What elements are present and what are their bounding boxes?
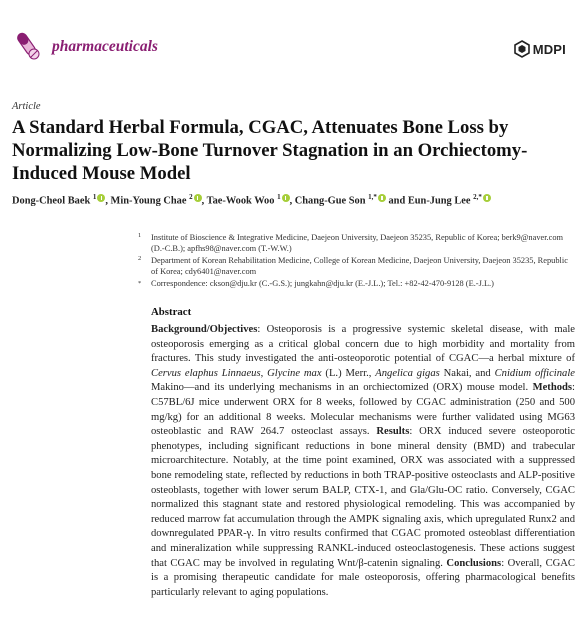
- author-affiliation-mark: 2: [189, 193, 193, 201]
- author-affiliation-mark: 1: [92, 193, 97, 201]
- author-name[interactable]: Tae-Wook Woo: [206, 195, 275, 207]
- orcid-icon[interactable]: [194, 194, 202, 202]
- author-list: [12, 193, 582, 206]
- results-text: : ORX induced severe osteoporotic phenotypes, including significant reductions in bone mineral density (BMD) and trabecular microarchitecture. Notably, at the time point examined, ORX was associated with a suppressed bone remodeling state, reflected by reductions in both TRAP-positive osteoclasts and ALP-positive osteoblasts, together with lower serum BALP, CTX-1, and Gla/Glu-OC ratio. Conversely, CGAC normalized this stagnant state and restored physiological remodeling. This was accompanied by reduced marrow fat accumulation through the AMPK signaling axis, which upregulated Runx2 and downregulated PPAR-γ. In vitro results confirmed that CGAC promoted osteoblast differentiation and mineralization while suppressing RANKL-induced osteoclastogenesis. These actions suggest that CGAC may be involved in regulating Wnt/β-catenin signaling.: [151, 426, 575, 569]
- author-name[interactable]: Eun-Jung Lee: [407, 195, 471, 207]
- author-affiliation-mark: 1,*: [368, 193, 377, 201]
- author-affiliation-mark: 2,*: [473, 193, 482, 201]
- correspondence-text: Correspondence: ckson@dju.kr (C.-G.S.); jungkahn@dju.kr (E.-J.L.); Tel.: +82-42-470-9128 (E.-J.L.): [151, 279, 494, 288]
- author-affiliation-mark: 1: [277, 193, 281, 201]
- mdpi-logo-icon: [514, 40, 530, 58]
- author-name[interactable]: Min-Young Chae: [110, 195, 187, 207]
- publisher-name: MDPI: [532, 41, 566, 57]
- affiliation-text: Department of Korean Rehabilitation Medicine, College of Korean Medicine, Daejeon University, Daejeon 35235, Republic of Korea; cdy6401@naver.com: [151, 256, 568, 277]
- author-separator: ,: [201, 195, 207, 207]
- text-fragment: Nakai, and: [439, 367, 495, 379]
- author-name[interactable]: Chang-Gue Son: [294, 195, 366, 207]
- background-text: Makino—and its underlying mechanisms in an orchiectomized (ORX) mouse model.: [151, 382, 533, 394]
- species-name: Angelica gigas: [375, 367, 440, 379]
- orcid-icon[interactable]: [378, 194, 386, 202]
- species-name: Cervus elaphus Linnaeus: [151, 367, 261, 379]
- affiliation-text: Institute of Bioscience & Integrative Medicine, Daejeon University, Daejeon 35235, Republic of Korea; berk9@naver.com (D.-C.B.); apfhs98@naver.com (T.-W.W.): [151, 233, 564, 254]
- journal-header: [12, 30, 574, 70]
- background-text: : Osteoporosis is a progressive systemic skeletal disease, with male osteoporosis emerging as a critical global concern due to high morbidity and mortality from fractures. This study investigated the anti-osteoporotic potential of CGAC—a herbal mixture of: [151, 324, 575, 365]
- affiliation-2: [138, 255, 571, 277]
- text-fragment: (L.) Merr.,: [321, 367, 376, 379]
- text-fragment: ,: [260, 367, 268, 379]
- author-separator: ,: [289, 195, 295, 207]
- methods-label: Methods: [532, 382, 573, 394]
- orcid-icon[interactable]: [282, 194, 290, 202]
- journal-name: pharmaceuticals: [52, 38, 158, 55]
- abstract-heading: Abstract: [151, 306, 192, 318]
- species-name: Glycine max: [267, 367, 322, 379]
- results-label: Results: [376, 426, 410, 438]
- pharmaceuticals-pill-logo-icon: [12, 30, 44, 62]
- background-label: Background/Objectives: [151, 324, 258, 335]
- author-separator: ,: [105, 195, 111, 207]
- abstract-paragraph: [151, 323, 575, 600]
- species-name: Cnidium officinale: [494, 367, 575, 379]
- methods-text: : C57BL/6J mice underwent ORX for 8 weeks, followed by CGAC administration (250 and 500 mg/kg) for an additional 8 weeks. Molecular mechanisms were further validated using MG63 osteoblastic and RAW 264.7 osteoclast assays.: [151, 382, 575, 438]
- mdpi-logo[interactable]: [514, 38, 566, 60]
- affiliation-number: 1: [138, 232, 142, 239]
- author-name[interactable]: Dong-Cheol Baek: [12, 195, 91, 207]
- affiliation-number: 2: [138, 255, 142, 262]
- conclusions-text: : Overall, CGAC is a promising therapeutic candidate for male osteoporosis, offering pharmacological benefits particularly relevant to aging populations.: [151, 557, 576, 598]
- affiliation-1: [138, 232, 571, 254]
- author-connector: and: [385, 195, 408, 207]
- correspondence-mark: *: [138, 280, 142, 287]
- conclusions-label: Conclusions: [446, 557, 502, 569]
- abstract-body: [151, 323, 575, 600]
- correspondence: [138, 278, 571, 289]
- article-type: Article: [12, 101, 41, 112]
- paper-title: A Standard Herbal Formula, CGAC, Attenuates Bone Loss by Normalizing Low-Bone Turnover Stagnation in an Orchiectomy-Induced Mouse Model: [12, 117, 528, 184]
- orcid-icon[interactable]: [483, 194, 491, 202]
